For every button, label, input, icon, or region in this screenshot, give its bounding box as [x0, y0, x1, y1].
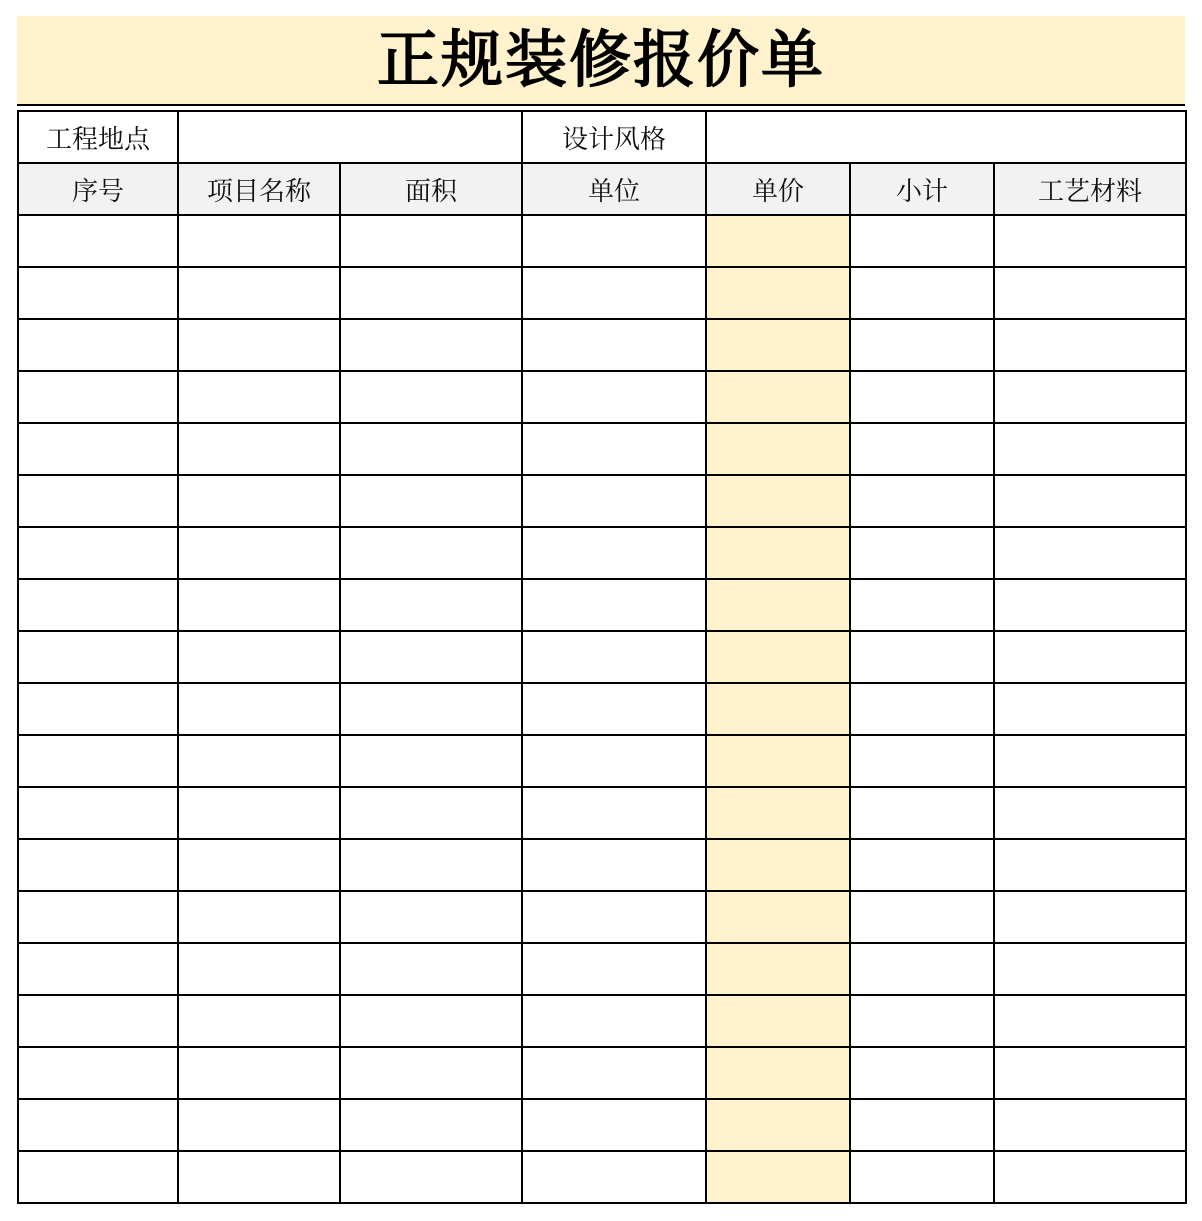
materials-cell[interactable] — [994, 1099, 1186, 1151]
page-title: 正规装修报价单 — [376, 23, 825, 96]
unit-cell[interactable] — [522, 839, 706, 891]
unit-price-cell[interactable] — [706, 423, 850, 475]
index-cell[interactable] — [18, 215, 178, 267]
index-cell[interactable] — [18, 631, 178, 683]
table-row — [18, 475, 1186, 527]
materials-cell[interactable] — [994, 631, 1186, 683]
area-cell[interactable] — [340, 371, 522, 423]
materials-cell[interactable] — [994, 423, 1186, 475]
column-header-subtotal: 小计 — [850, 163, 994, 215]
table-row — [18, 891, 1186, 943]
quote-table — [17, 110, 1187, 1204]
unit-cell[interactable] — [522, 527, 706, 579]
subtotal-cell[interactable] — [850, 527, 994, 579]
item-name-cell[interactable] — [178, 475, 340, 527]
table-row — [18, 579, 1186, 631]
index-cell[interactable] — [18, 1151, 178, 1203]
style-value-cell[interactable] — [706, 111, 1186, 163]
item-name-cell[interactable] — [178, 839, 340, 891]
materials-cell[interactable] — [994, 839, 1186, 891]
subtotal-cell[interactable] — [850, 579, 994, 631]
item-name-cell[interactable] — [178, 319, 340, 371]
subtotal-cell[interactable] — [850, 631, 994, 683]
unit-price-cell[interactable] — [706, 1099, 850, 1151]
item-name-cell[interactable] — [178, 891, 340, 943]
table-row — [18, 631, 1186, 683]
materials-cell[interactable] — [994, 735, 1186, 787]
subtotal-cell[interactable] — [850, 267, 994, 319]
area-cell[interactable] — [340, 735, 522, 787]
style-label: 设计风格 — [522, 111, 706, 163]
index-cell[interactable] — [18, 943, 178, 995]
area-cell[interactable] — [340, 423, 522, 475]
materials-cell[interactable] — [994, 527, 1186, 579]
table-row — [18, 943, 1186, 995]
column-header-area: 面积 — [340, 163, 522, 215]
unit-cell[interactable] — [522, 215, 706, 267]
area-cell[interactable] — [340, 1047, 522, 1099]
materials-cell[interactable] — [994, 579, 1186, 631]
area-cell[interactable] — [340, 995, 522, 1047]
subtotal-cell[interactable] — [850, 1099, 994, 1151]
unit-cell[interactable] — [522, 475, 706, 527]
table-row — [18, 1151, 1186, 1203]
subtotal-cell[interactable] — [850, 683, 994, 735]
area-cell[interactable] — [340, 787, 522, 839]
unit-price-cell[interactable] — [706, 839, 850, 891]
materials-cell[interactable] — [994, 267, 1186, 319]
unit-price-cell[interactable] — [706, 527, 850, 579]
subtotal-cell[interactable] — [850, 319, 994, 371]
index-cell[interactable] — [18, 787, 178, 839]
unit-price-cell[interactable] — [706, 579, 850, 631]
index-cell[interactable] — [18, 423, 178, 475]
index-cell[interactable] — [18, 683, 178, 735]
unit-price-cell[interactable] — [706, 475, 850, 527]
table-row — [18, 423, 1186, 475]
item-name-cell[interactable] — [178, 527, 340, 579]
unit-cell[interactable] — [522, 683, 706, 735]
materials-cell[interactable] — [994, 1047, 1186, 1099]
location-value-cell[interactable] — [178, 111, 522, 163]
unit-price-cell[interactable] — [706, 267, 850, 319]
item-name-cell[interactable] — [178, 943, 340, 995]
item-name-cell[interactable] — [178, 631, 340, 683]
unit-price-cell[interactable] — [706, 1047, 850, 1099]
unit-price-cell[interactable] — [706, 943, 850, 995]
subtotal-cell[interactable] — [850, 475, 994, 527]
column-header-row — [18, 163, 1186, 215]
unit-cell[interactable] — [522, 735, 706, 787]
unit-price-cell[interactable] — [706, 631, 850, 683]
item-name-cell[interactable] — [178, 371, 340, 423]
subtotal-cell[interactable] — [850, 215, 994, 267]
materials-cell[interactable] — [994, 371, 1186, 423]
materials-cell[interactable] — [994, 1151, 1186, 1203]
column-header-materials: 工艺材料 — [994, 163, 1186, 215]
unit-cell[interactable] — [522, 1151, 706, 1203]
table-row — [18, 319, 1186, 371]
item-name-cell[interactable] — [178, 735, 340, 787]
materials-cell[interactable] — [994, 319, 1186, 371]
area-cell[interactable] — [340, 891, 522, 943]
subtotal-cell[interactable] — [850, 1047, 994, 1099]
table-row — [18, 839, 1186, 891]
index-cell[interactable] — [18, 1099, 178, 1151]
subtotal-cell[interactable] — [850, 1151, 994, 1203]
materials-cell[interactable] — [994, 943, 1186, 995]
unit-cell[interactable] — [522, 943, 706, 995]
subtotal-cell[interactable] — [850, 787, 994, 839]
table-row — [18, 787, 1186, 839]
area-cell[interactable] — [340, 475, 522, 527]
item-name-cell[interactable] — [178, 215, 340, 267]
unit-cell[interactable] — [522, 319, 706, 371]
subtotal-cell[interactable] — [850, 943, 994, 995]
unit-price-cell[interactable] — [706, 891, 850, 943]
subtotal-cell[interactable] — [850, 839, 994, 891]
table-row — [18, 1047, 1186, 1099]
index-cell[interactable] — [18, 527, 178, 579]
unit-cell[interactable] — [522, 787, 706, 839]
table-row — [18, 735, 1186, 787]
subtotal-cell[interactable] — [850, 423, 994, 475]
table-row — [18, 371, 1186, 423]
table-row — [18, 215, 1186, 267]
unit-cell[interactable] — [522, 1099, 706, 1151]
location-label: 工程地点 — [18, 111, 178, 163]
area-cell[interactable] — [340, 631, 522, 683]
table-row — [18, 1099, 1186, 1151]
materials-cell[interactable] — [994, 891, 1186, 943]
table-row — [18, 683, 1186, 735]
unit-price-cell[interactable] — [706, 683, 850, 735]
table-row — [18, 267, 1186, 319]
area-cell[interactable] — [340, 267, 522, 319]
unit-cell[interactable] — [522, 371, 706, 423]
title-banner — [17, 16, 1185, 104]
materials-cell[interactable] — [994, 995, 1186, 1047]
unit-cell[interactable] — [522, 423, 706, 475]
quote-table-body — [18, 111, 1186, 1203]
index-cell[interactable] — [18, 579, 178, 631]
unit-cell[interactable] — [522, 995, 706, 1047]
column-header-item-name: 项目名称 — [178, 163, 340, 215]
index-cell[interactable] — [18, 891, 178, 943]
area-cell[interactable] — [340, 215, 522, 267]
subtotal-cell[interactable] — [850, 371, 994, 423]
unit-price-cell[interactable] — [706, 319, 850, 371]
unit-cell[interactable] — [522, 267, 706, 319]
materials-cell[interactable] — [994, 475, 1186, 527]
unit-price-cell[interactable] — [706, 995, 850, 1047]
index-cell[interactable] — [18, 475, 178, 527]
column-header-unit: 单位 — [522, 163, 706, 215]
materials-cell[interactable] — [994, 215, 1186, 267]
unit-cell[interactable] — [522, 579, 706, 631]
table-row — [18, 527, 1186, 579]
index-cell[interactable] — [18, 995, 178, 1047]
item-name-cell[interactable] — [178, 579, 340, 631]
table-row — [18, 995, 1186, 1047]
unit-cell[interactable] — [522, 1047, 706, 1099]
item-name-cell[interactable] — [178, 1047, 340, 1099]
materials-cell[interactable] — [994, 787, 1186, 839]
area-cell[interactable] — [340, 527, 522, 579]
area-cell[interactable] — [340, 943, 522, 995]
index-cell[interactable] — [18, 735, 178, 787]
area-cell[interactable] — [340, 839, 522, 891]
unit-price-cell[interactable] — [706, 371, 850, 423]
item-name-cell[interactable] — [178, 1099, 340, 1151]
subtotal-cell[interactable] — [850, 891, 994, 943]
column-header-unit-price: 单价 — [706, 163, 850, 215]
index-cell[interactable] — [18, 371, 178, 423]
item-name-cell[interactable] — [178, 1151, 340, 1203]
unit-price-cell[interactable] — [706, 787, 850, 839]
unit-price-cell[interactable] — [706, 735, 850, 787]
area-cell[interactable] — [340, 1151, 522, 1203]
title-divider — [17, 104, 1185, 106]
item-name-cell[interactable] — [178, 423, 340, 475]
info-row — [18, 111, 1186, 163]
area-cell[interactable] — [340, 1099, 522, 1151]
area-cell[interactable] — [340, 319, 522, 371]
index-cell[interactable] — [18, 1047, 178, 1099]
item-name-cell[interactable] — [178, 787, 340, 839]
column-header-index: 序号 — [18, 163, 178, 215]
index-cell[interactable] — [18, 839, 178, 891]
subtotal-cell[interactable] — [850, 735, 994, 787]
area-cell[interactable] — [340, 579, 522, 631]
unit-price-cell[interactable] — [706, 215, 850, 267]
item-name-cell[interactable] — [178, 683, 340, 735]
item-name-cell[interactable] — [178, 995, 340, 1047]
subtotal-cell[interactable] — [850, 995, 994, 1047]
materials-cell[interactable] — [994, 683, 1186, 735]
index-cell[interactable] — [18, 319, 178, 371]
index-cell[interactable] — [18, 267, 178, 319]
area-cell[interactable] — [340, 683, 522, 735]
unit-cell[interactable] — [522, 891, 706, 943]
unit-price-cell[interactable] — [706, 1151, 850, 1203]
unit-cell[interactable] — [522, 631, 706, 683]
item-name-cell[interactable] — [178, 267, 340, 319]
